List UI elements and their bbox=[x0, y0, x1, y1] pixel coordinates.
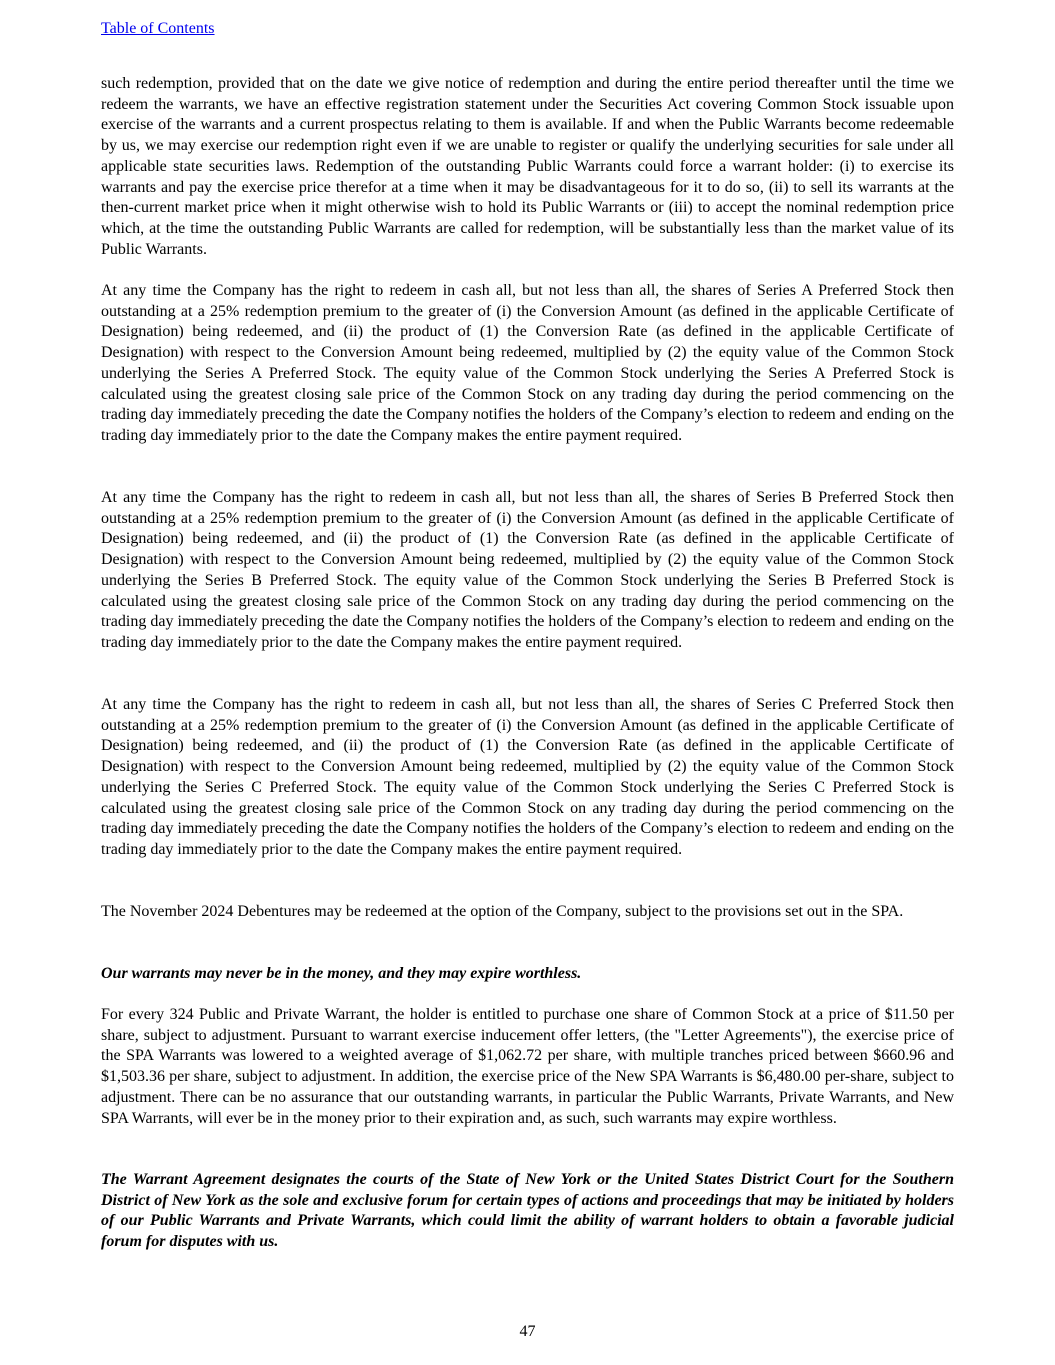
paragraph-series-c-redemption: At any time the Company has the right to redeem in cash all, but not less than all, the shares of Series C Preferred Stock then outstanding at a 25% redemption premium to the greater of (i) the Conversion Amount (as defined in the applicable Certificate of Designation) being redeemed, and (ii) the product of (1) the Conversion Rate (as defined in the applicable Certificate of Designation) with respect to the Conversion Amount being redeemed, multiplied by (2) the equity value of the Common Stock underlying the Series C Preferred Stock. The equity value of the Common Stock underlying the Series C Preferred Stock is calculated using the greatest closing sale price of the Common Stock on any trading day during the period commencing on the trading day immediately preceding the date the Company notifies the holders of the Company’s election to redeem and ending on the trading day immediately prior to the date the Company makes the entire payment required. bbox=[101, 696, 954, 858]
table-of-contents-link[interactable]: Table of Contents bbox=[101, 20, 215, 37]
risk-heading-exclusive-forum: The Warrant Agreement designates the courts of the State of New York or the United States District Court for the Southern District of New York as the sole and exclusive forum for certain types of actions and proceedings that may be initiated by holders of our Public Warrants and Private Warrants, which could limit the ability of warrant holders to obtain a favorable judicial forum for disputes with us. bbox=[101, 1171, 954, 1251]
page-number: 47 bbox=[519, 1323, 536, 1340]
paragraph-series-b-redemption: At any time the Company has the right to redeem in cash all, but not less than all, the shares of Series B Preferred Stock then outstanding at a 25% redemption premium to the greater of (i) the Conversion Amount (as defined in the applicable Certificate of Designation) being redeemed, and (ii) the product of (1) the Conversion Rate (as defined in the applicable Certificate of Designation) with respect to the Conversion Amount being redeemed, multiplied by (2) the equity value of the Common Stock underlying the Series B Preferred Stock. The equity value of the Common Stock underlying the Series B Preferred Stock is calculated using the greatest closing sale price of the Common Stock on any trading day during the period commencing on the trading day immediately preceding the date the Company notifies the holders of the Company’s election to redeem and ending on the trading day immediately prior to the date the Company makes the entire payment required. bbox=[101, 489, 954, 651]
risk-heading-warrants-worthless: Our warrants may never be in the money, and they may expire worthless. bbox=[101, 965, 582, 982]
paragraph-series-a-redemption: At any time the Company has the right to redeem in cash all, but not less than all, the shares of Series A Preferred Stock then outstanding at a 25% redemption premium to the greater of (i) the Conversion Amount (as defined in the applicable Certificate of Designation) being redeemed, and (ii) the product of (1) the Conversion Rate (as defined in the applicable Certificate of Designation) with respect to the Conversion Amount being redeemed, multiplied by (2) the equity value of the Common Stock underlying the Series A Preferred Stock. The equity value of the Common Stock underlying the Series A Preferred Stock is calculated using the greatest closing sale price of the Common Stock on any trading day during the period commencing on the trading day immediately preceding the date the Company notifies the holders of the Company’s election to redeem and ending on the trading day immediately prior to the date the Company makes the entire payment required. bbox=[101, 282, 954, 444]
paragraph-debentures-redemption: The November 2024 Debentures may be redeemed at the option of the Company, subject to the provisions set out in the SPA. bbox=[101, 903, 904, 920]
paragraph-warrant-exercise-price: For every 324 Public and Private Warrant, the holder is entitled to purchase one share of Common Stock at a price of $11.50 per share, subject to adjustment. Pursuant to warrant exercise inducement offer letters, (the "Letter Agreements"), the exercise price of the SPA Warrants was lowered to a weighted average of $1,062.72 per share, with multiple tranches priced between $660.96 and $1,503.36 per share, subject to adjustment. In addition, the exercise price of the New SPA Warrants is $6,480.00 per-share, subject to adjustment. There can be no assurance that our outstanding warrants, in particular the Public Warrants, Private Warrants, and New SPA Warrants, will ever be in the money prior to their expiration and, as such, such warrants may expire worthless. bbox=[101, 1006, 954, 1127]
paragraph-redemption-registration: such redemption, provided that on the date we give notice of redemption and during the entire period thereafter until the time we redeem the warrants, we have an effective registration statement under the Securities Act covering Common Stock issuable upon exercise of the warrants and a current prospectus relating to them is available. If and when the Public Warrants become redeemable by us, we may exercise our redemption right even if we are unable to register or qualify the underlying securities for sale under all applicable state securities laws. Redemption of the outstanding Public Warrants could force a warrant holder: (i) to exercise its warrants and pay the exercise price therefor at a time when it may be disadvantageous for it to do so, (ii) to sell its warrants at the then-current market price when it might otherwise wish to hold its Public Warrants or (iii) to accept the nominal redemption price which, at the time the outstanding Public Warrants are called for redemption, will be substantially less than the market value of its Public Warrants. bbox=[101, 75, 954, 258]
